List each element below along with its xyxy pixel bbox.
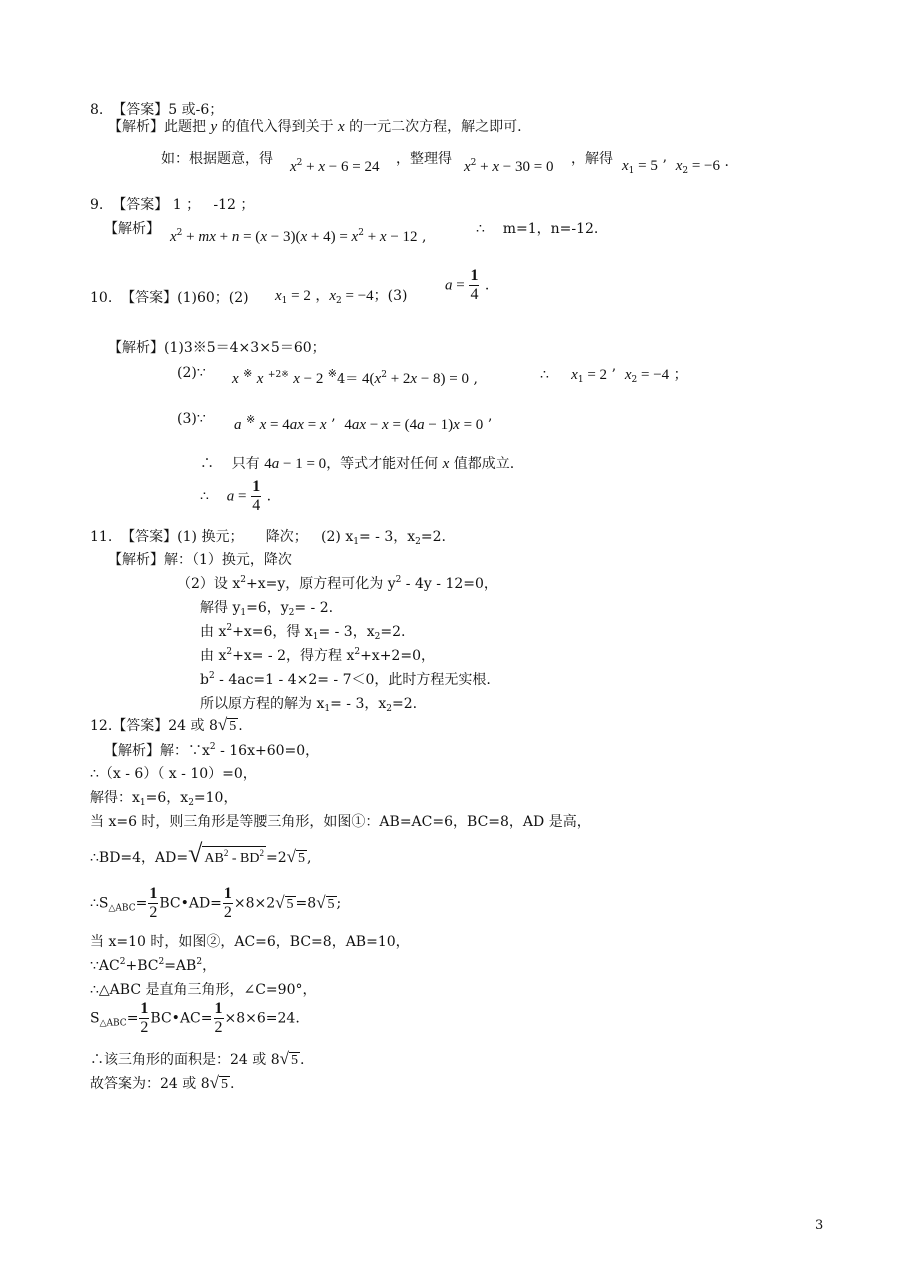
q8-answer: 8. 【答案】5 或-6； — [90, 102, 224, 118]
q12-line-10: ∴该三角形的面积是：24 或 8√ 5 . — [90, 1049, 305, 1068]
q12-line-3: 当 x=6 时，则三角形是等腰三角形，如图①：AB=AC=6，BC=8，AD 是高， — [90, 814, 591, 830]
q11-line-1: （2）设 $x^2+x=y$，原方程可化为 $y^2 - 4y - 12=0$， — [177, 575, 498, 592]
q8-eq2: $x^2 + x - 30 = 0$ — [464, 158, 554, 175]
q12-answer: 12.【答案】24 或 8√ 5 . — [90, 715, 243, 734]
q10-analysis-1: 【解析】(1)3※5＝4×3×5＝60； — [108, 340, 326, 356]
q12-line-6: 当 x=10 时，如图②，AC=6，BC=8，AB=10， — [90, 934, 410, 950]
q12-analysis: 【解析】解：$\because x^2 - 16x+60=0$， — [104, 742, 320, 759]
q10-analysis-3-expr: a ※ x = 4ax = x ’ 4ax − x = (4a − 1)x = 0 ’ — [234, 413, 493, 433]
q9-analysis-label: 【解析】 — [104, 221, 160, 237]
q12-line-2: 解得：$x_1=6$，$x_2=10$， — [90, 790, 238, 808]
q11-answer: 11. 【答案】(1) 换元； 降次； (2) $x_1= - 3$，$x_2=2$. — [90, 529, 446, 547]
q12-line-1: ∴（x - 6）（ x - 10）=0， — [90, 766, 257, 782]
q9-answer: 9. 【答案】 1 ； -12 ； — [90, 197, 255, 213]
q9-conclusion: ∴ m=1，n=-12. — [476, 221, 599, 237]
q8-mid: ，整理得 — [396, 151, 452, 167]
q11-line-5: $b^2 - 4ac=1 - 4\times 2= - 7<0$，此时方程无实根. — [200, 671, 491, 688]
q11-line-3: 由 $x^2+x=6$，得 $x_1= - 3$，$x_2=2$. — [200, 623, 406, 642]
q10-analysis-3-cond: ∴ 只有 4a − 1 = 0，等式才能对任何 x 值都成立. — [200, 456, 515, 472]
q10-answer-a: a = $\frac{1}{4}$ . — [445, 267, 490, 303]
q12-line-5: $\therefore S_{\triangle ABC}=$ $\frac{1}{2}$ BC•AD= $\frac{1}{2}$ ×8×2√ 5 =8√ 5 ; — [90, 885, 342, 921]
q10-analysis-2-prefix: (2)∵ — [177, 365, 206, 381]
q12-line-8: ∴△ABC 是直角三角形，∠C=90°， — [90, 982, 317, 998]
q11-analysis: 【解析】解：（1）换元，降次 — [108, 552, 292, 568]
q10-analysis-2-roots: ∴ $x_1 = 2$ ’ $x_2 = -4$ ； — [540, 367, 688, 385]
q8-mid2: ，解得 — [571, 151, 613, 167]
q10-answer-roots: $x_1 = 2$ ，$x_2 = -4$；(3) — [275, 288, 408, 306]
q12-line-7: $\because AC^2+BC^2=AB^2$， — [90, 957, 217, 974]
q12-line-11: 故答案为：24 或 8√ 5 . — [90, 1073, 235, 1092]
q10-analysis-2-expr: x ※ x $^{+2※}$ x − 2 $^※4= 4(x^2 + 2x - 8) = 0$ , — [232, 367, 478, 387]
q10-analysis-3-prefix: (3)∵ — [177, 411, 206, 427]
page-number: 3 — [815, 1218, 824, 1233]
q10-analysis-3-result: ∴ a = $\frac{1}{4}$ . — [200, 478, 272, 514]
q10-answer: 10. 【答案】(1)60；(2) — [90, 290, 249, 306]
q11-line-2: 解得 $y_1=6$，$y_2= - 2$. — [200, 600, 334, 618]
q8-example: 如：根据题意，得 — [161, 151, 273, 167]
q8-roots: $x_1 = 5$ ’ $x_2 = -6$ · — [622, 158, 729, 176]
q12-line-9: $S_{\triangle ABC}=$ $\frac{1}{2}$ BC•AC= $\frac{1}{2}$ ×8×6=24. — [90, 1000, 300, 1036]
q12-line-4: ∴BD=4，AD=√ $AB^2 - BD^2 =2√$ 5 , — [90, 839, 312, 868]
q11-line-4: 由 $x^2+x= - 2$，得方程 $x^2+x+2=0$， — [200, 647, 435, 664]
q8-eq1: $x^2 + x - 6 = 24$ — [290, 158, 380, 175]
q8-analysis: 【解析】此题把 y 的值代入得到关于 x 的一元二次方程，解之即可. — [108, 119, 522, 135]
q9-equation: $x^2$ + mx + $n = (x - 3)(x + 4) = x^2 + x - 12$ , — [170, 228, 427, 245]
q11-line-6: 所以原方程的解为 $x_1= - 3$，$x_2=2$. — [200, 696, 418, 714]
